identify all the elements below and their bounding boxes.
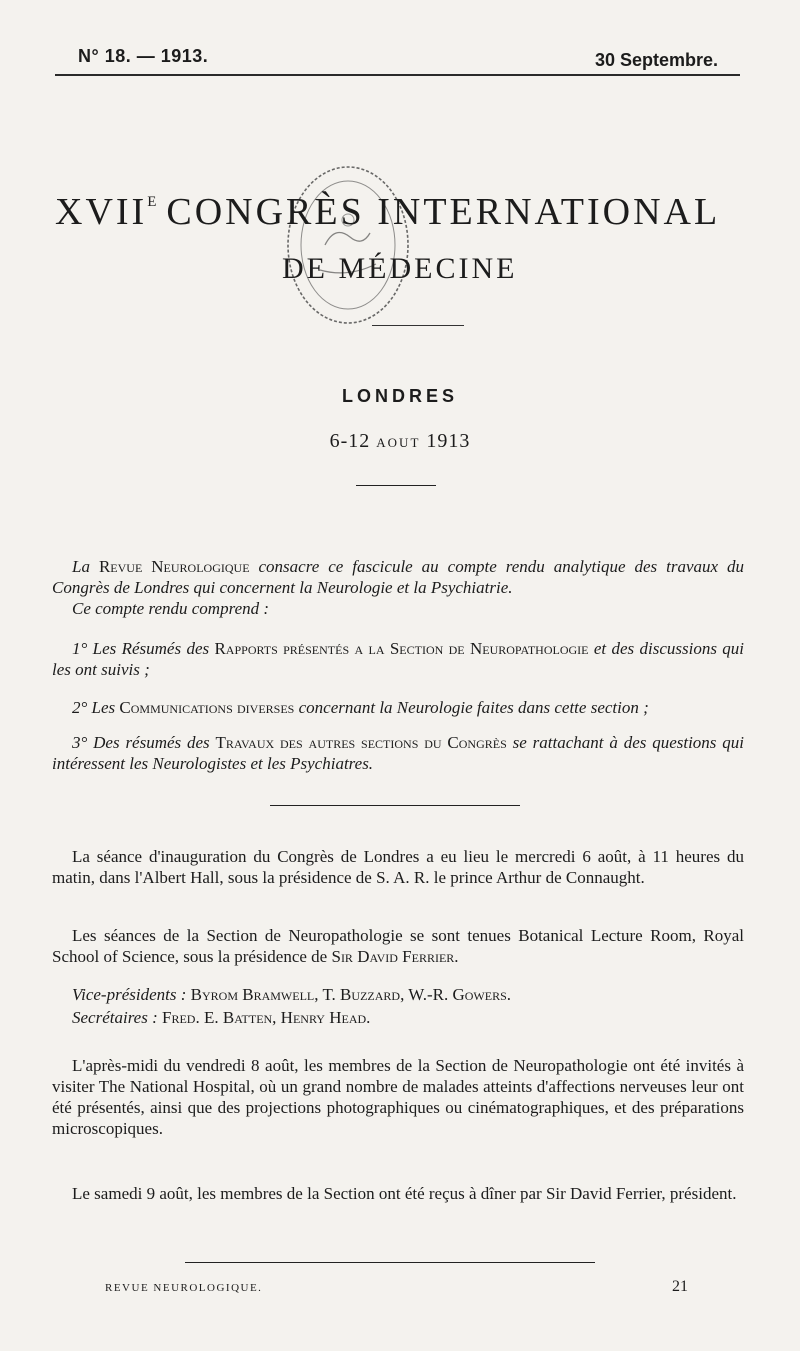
body-paragraph: L'après-midi du vendredi 8 août, les membres de la Section de Neuropathologie ont été invités à visiter The National Hospital, où un grand nombre de malades atteints d'affections nerveuses leur ont été présentés, ainsi que des projections photographiques ou cinématographiques, et des préparations microscopiques.	[52, 1056, 744, 1138]
body-paragraph: La séance d'inauguration du Congrès de Londres a eu lieu le mercredi 6 août, à 11 heures du matin, dans l'Albert Hall, sous la présidence de S. A. R. le prince Arthur de Connaught.	[52, 847, 744, 887]
body-paragraph: Le samedi 9 août, les membres de la Section ont été reçus à dîner par Sir David Ferrier, président.	[72, 1184, 737, 1203]
running-head	[78, 46, 718, 72]
date-year: 1913	[426, 430, 471, 452]
list-item-3: 3° Des résumés des Travaux des autres sections du Congrès se rattachant à des questions qui intéressent les Neurologistes et les Psychiatres.	[52, 733, 745, 773]
intro-list-lead: Ce compte rendu comprend :	[72, 599, 270, 618]
list-item-2: 2° Les Communications diverses concernant la Neurologie faites dans cette section ;	[72, 698, 649, 717]
journal-footer: REVUE NEUROLOGIQUE.	[105, 1282, 263, 1294]
congress-dates	[0, 430, 800, 453]
date-range: 6-12	[329, 430, 371, 452]
date-month: AOUT	[376, 435, 421, 450]
section-rule	[270, 805, 520, 806]
footer-rule	[185, 1262, 595, 1263]
roman-numeral: XVII	[55, 191, 148, 233]
page-number: 21	[672, 1278, 688, 1295]
list-item-1: 1° Les Résumés des Rapports présentés a la Section de Neuropathologie et des discussions qui les ont suivis ;	[52, 639, 745, 679]
congress-title-line2: DE MÉDECINE	[282, 252, 518, 285]
roman-numeral-superscript: E	[147, 194, 157, 210]
library-stamp-icon	[270, 150, 420, 335]
congress-city: LONDRES	[341, 386, 458, 406]
section-rule	[356, 485, 436, 486]
congress-title-text: CONGRÈS INTERNATIONAL	[166, 191, 721, 233]
vice-presidents: Vice-présidents : Byrom Bramwell, T. Buzzard, W.-R. Gowers.	[72, 985, 512, 1004]
issue-date: 30 Septembre.	[594, 50, 718, 70]
body-paragraph: Les séances de la Section de Neuropathologie se sont tenues Botanical Lecture Room, Royal School of Science, sous la présidence de Sir David Ferrier.	[52, 926, 744, 966]
journal-name: Revue Neurologique	[98, 557, 250, 576]
title-rule	[372, 325, 464, 326]
secretaries: Secrétaires : Fred. E. Batten, Henry Head.	[72, 1008, 371, 1027]
intro-paragraph: La Revue Neurologique consacre ce fascicule au compte rendu analytique des travaux du Congrès de Londres qui concernent la Neurologie et la Psychiatrie.	[52, 557, 745, 597]
header-rule	[55, 74, 740, 76]
issue-number: N° 18. — 1913.	[78, 46, 209, 66]
congress-title-line1	[55, 190, 745, 234]
